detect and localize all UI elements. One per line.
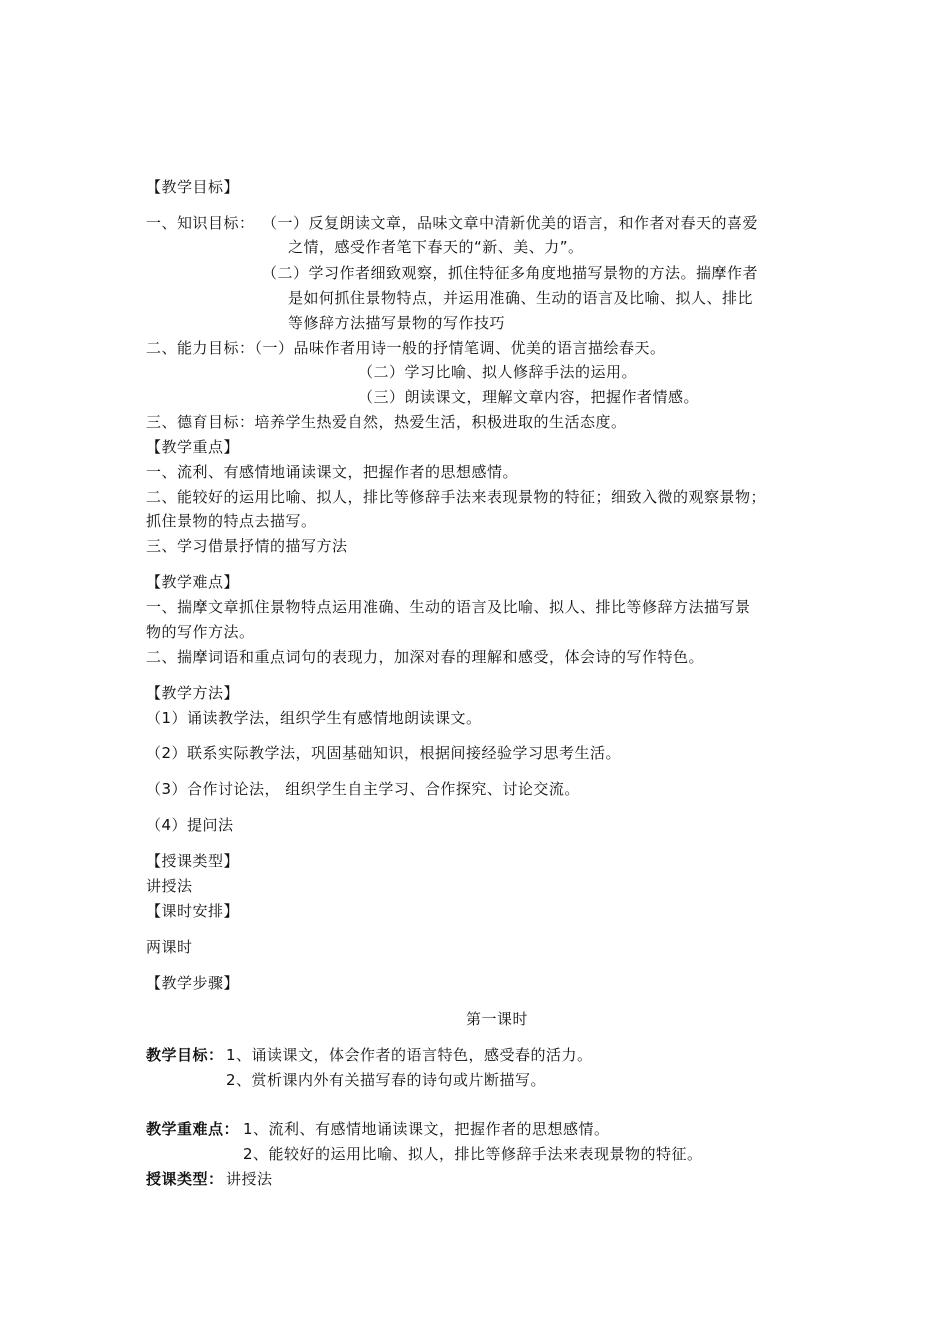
first-lesson-title: 第一课时 — [465, 1010, 528, 1028]
heading-lesson-type: 【授课类型】 — [146, 852, 240, 870]
knowledge-goal-2-line2: 是如何抓住景物特点，并运用准确、生动的语言及比喻、拟人、排比 — [288, 289, 754, 307]
first-lesson-goal-2: 2、赏析课内外有关描写春的诗句或片断描写。 — [226, 1071, 547, 1089]
lesson-type-value: 讲授法 — [146, 877, 193, 895]
method-3: （3）合作讨论法， 组织学生自主学习、合作探究、讨论交流。 — [146, 780, 580, 798]
heading-methods: 【教学方法】 — [146, 684, 240, 702]
first-lesson-type-value: 讲授法 — [226, 1170, 273, 1188]
heading-schedule: 【课时安排】 — [146, 902, 240, 920]
difficulty-2: 二、揣摩词语和重点词句的表现力，加深对春的理解和感受，体会诗的写作特色。 — [146, 648, 705, 666]
key-point-2-line1: 二、能较好的运用比喻、拟人，排比等修辞手法来表现景物的特征；细致入微的观察景物； — [146, 488, 767, 506]
knowledge-goal-2-line3: 等修辞方法描写景物的写作技巧 — [288, 314, 506, 332]
first-lesson-type-label: 授课类型： — [146, 1170, 224, 1188]
difficulty-1-line1: 一、揣摩文章抓住景物特点运用准确、生动的语言及比喻、拟人、排比等修辞方法描写景 — [146, 598, 751, 616]
method-4: （4）提问法 — [146, 816, 234, 834]
first-lesson-key-2: 2、能较好的运用比喻、拟人，排比等修辞手法来表现景物的特征。 — [243, 1145, 703, 1163]
knowledge-goal-label: 一、知识目标： — [146, 214, 255, 232]
knowledge-goal-1-line2: 之情，感受作者笔下春天的“新、美、力”。 — [288, 238, 584, 256]
key-point-3: 三、学习借景抒情的描写方法 — [146, 537, 348, 555]
method-2: （2）联系实际教学法，巩固基础知识，根据间接经验学习思考生活。 — [146, 744, 622, 762]
ability-goal-line2: （二）学习比喻、拟人修辞手法的运用。 — [358, 363, 638, 381]
ability-goal-line1: 二、能力目标：（一）品味作者用诗一般的抒情笔调、优美的语言描绘春天。 — [146, 339, 666, 357]
heading-teaching-goals: 【教学目标】 — [146, 178, 240, 196]
key-point-2-line2: 抓住景物的特点去描写。 — [146, 512, 317, 530]
heading-difficulties: 【教学难点】 — [146, 573, 240, 591]
difficulty-1-line2: 物的写作方法。 — [146, 623, 255, 641]
first-lesson-goals-label: 教学目标： — [146, 1046, 224, 1064]
ability-goal-line3: （三）朗读课文，理解文章内容，把握作者情感。 — [358, 388, 700, 406]
first-lesson-key-1: 1、流利、有感情地诵读课文，把握作者的思想感情。 — [243, 1120, 610, 1138]
heading-steps: 【教学步骤】 — [146, 974, 240, 992]
key-point-1: 一、流利、有感情地诵读课文，把握作者的思想感情。 — [146, 463, 519, 481]
heading-key-points: 【教学重点】 — [146, 438, 240, 456]
first-lesson-key-label: 教学重难点： — [146, 1120, 240, 1138]
schedule-value: 两课时 — [146, 938, 193, 956]
moral-goal: 三、德育目标：培养学生热爱自然，热爱生活，积极进取的生活态度。 — [146, 413, 627, 431]
method-1: （1）诵读教学法，组织学生有感情地朗读课文。 — [146, 709, 482, 727]
knowledge-goal-2-line1: （二）学习作者细致观察，抓住特征多角度地描写景物的方法。揣摩作者 — [262, 264, 759, 282]
knowledge-goal-1-line1: （一）反复朗读文章，品味文章中清新优美的语言，和作者对春天的喜爱 — [262, 214, 759, 232]
first-lesson-goal-1: 1、诵读课文，体会作者的语言特色，感受春的活力。 — [226, 1046, 593, 1064]
